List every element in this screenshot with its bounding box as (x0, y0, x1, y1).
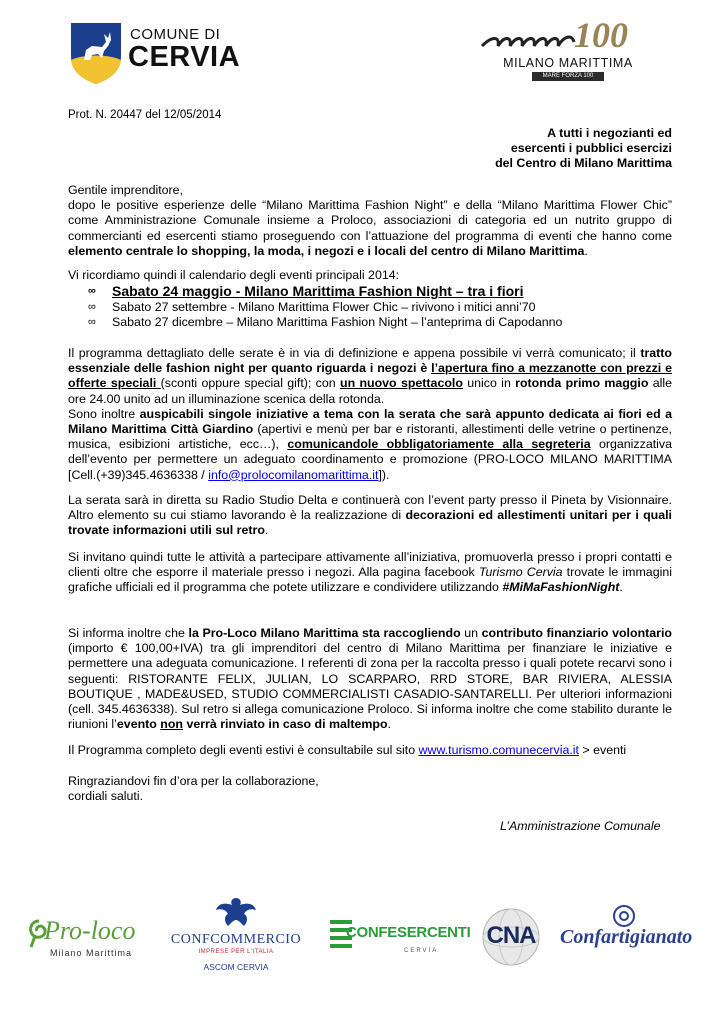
radio-text: . (264, 523, 269, 538)
full-program-line (68, 743, 672, 758)
addressee-block (68, 126, 672, 172)
full-program-text: Il Programma completo degli eventi estivi è consultabile sul sito (68, 743, 419, 757)
website-link[interactable]: www.turismo.comunecervia.it (418, 743, 579, 757)
comune-line1: COMUNE DI (130, 26, 221, 43)
protocol-number: Prot. N. 20447 del 12/05/2014 (68, 109, 222, 121)
eagle-icon (214, 894, 258, 928)
program-bold-underlined: un nuovo spettacolo (340, 376, 463, 391)
event-label: Sabato 24 maggio - Milano Marittima Fashion Night – tra i fiori (112, 283, 524, 300)
proloco-sub: Milano Marittima (50, 948, 133, 958)
proloco-text: (importo € 100,00+IVA) tra gli imprenditori del centro di Milano Marittima per finanziare le iniziative e permettere una adeguata comunicazione. I referenti di zona per la raccolta presso i quali potete recarvi sono i seguenti: RISTORANTE FELIX, JULIAN, LO SCARPARO, RRD STORE, BAR RIVIERA, ALESSIA BOUTIQUE , MADE&USED, STUDIO COMMERCIALISTI CASADIO-SANTARELLI. Per ulteriori informazioni (cell. 345.4636338). Sul retro si allega comunicazione Proloco. Si informa inoltre che come stabilito durante le riunioni l’ (68, 641, 672, 732)
cna-logo (482, 908, 540, 966)
proloco-logo (26, 916, 152, 962)
confesercenti-name: CONFESERCENTI (346, 924, 471, 941)
cna-name: CNA (486, 922, 536, 949)
initiatives-text: organizzativa dell’evento per permettere un adeguato coordinamento e promozione (PRO-LOCO MILANO MARITTIMA [Cell.(+39)345.4636338 / (68, 437, 672, 482)
proloco-bold-underlined: non (160, 717, 184, 732)
invite-text: . (619, 580, 623, 595)
mm-line2: MARE FORZA 100 (532, 72, 604, 81)
program-text: Il programma dettagliato delle serate è in via di definizione e appena possibile vi verrà comunicato; il (68, 346, 641, 360)
initiatives-text: (apertivi e menù per bar e ristoranti, allestimenti delle vetrine o pertinenze, musica, esibizioni artistiche, ecc…), (68, 422, 672, 452)
intro-paragraph (68, 183, 672, 259)
program-text: unico in (462, 376, 516, 391)
proloco-bold: la Pro-Loco Milano Marittima sta raccogliendo (188, 626, 461, 640)
invite-text: trovate le immagini grafiche ufficiali ed il programma che potete utilizzare e condividere utilizzando (68, 565, 672, 595)
bullet-icon: ∞ (88, 316, 96, 329)
intro-text: dopo le positive esperienze delle “Milano Marittima Fashion Night” e della “Milano Marittima Flower Chic” come Amministrazione Comunale insieme a Proloco, associazioni di categoria ed un nutrito gruppo di commercianti ed esercenti stiamo proseguendo con l’attuazione del programma di eventi che hanno come (68, 198, 672, 243)
radio-bold: decorazioni ed allestimenti unitari per i quali trovate informazioni utili sul retro (68, 508, 673, 538)
program-paragraph (68, 346, 672, 483)
calendar-intro: Vi ricordiamo quindi il calendario degli eventi principali 2014: (68, 268, 400, 282)
program-bold: rotonda primo maggio (515, 376, 649, 391)
event-item (68, 300, 672, 315)
confcommercio-sub: IMPRESE PER L'ITALIA (198, 949, 274, 955)
proloco-bold: contributo finanziario volontario (481, 626, 672, 640)
proloco-main: Pro-loco (44, 916, 136, 945)
intro-end: . (584, 243, 588, 258)
proloco-bold: verrà rinviato in caso di maltempo (183, 717, 388, 732)
event-label: Sabato 27 dicembre – Milano Marittima Fashion Night – l’anteprima di Capodanno (112, 315, 563, 330)
event-list (68, 283, 672, 330)
radio-paragraph (68, 493, 672, 539)
intro-bold: elemento centrale lo shopping, la moda, i negozi e i locali del centro di Milano Marittima (68, 243, 585, 258)
milano-marittima-100-logo (478, 15, 658, 84)
mm-line1: MILANO MARITTIMA (503, 56, 633, 70)
radio-text: La serata sarà in diretta su Radio Studio Delta e continuerà con l’event party presso il Pineta by Visionnaire. Altro elemento su cui stiamo lavorando è la realizzazione di (68, 493, 672, 523)
comune-cervia-logo (68, 18, 241, 90)
bullet-icon: ∞ (88, 301, 96, 314)
hashtag: #MiMaFashionNight (502, 580, 620, 595)
program-text: alle ore 24.00 unito ad un illuminazione scenica della rotonda. (68, 376, 673, 406)
proloco-text: un (460, 626, 482, 640)
proloco-bold: evento (116, 717, 161, 732)
full-program-text: > eventi (578, 743, 627, 757)
initiatives-text: ]). (378, 467, 390, 482)
mm-scribble-icon (478, 22, 658, 56)
confesercenti-logo (328, 916, 471, 964)
confesercenti-sub: CERVIA (404, 948, 439, 954)
addressee-line: esercenti i pubblici esercizi (510, 141, 672, 156)
initiatives-bold-underlined: comunicandole obbligatoriamente alla segreteria (287, 437, 591, 452)
event-label: Sabato 27 settembre - Milano Marittima Flower Chic – rivivono i mitici anni’70 (112, 300, 536, 315)
invite-italic: Turismo Cervia (478, 565, 563, 580)
invite-text: Si invitano quindi tutte le attività a partecipare attivamente all’iniziativa, promuoverla presso i propri contatti e clienti oltre che esporre il materiale presso i negozi. Alla pagina facebook (68, 550, 672, 580)
confartigianato-logo (558, 904, 692, 960)
confartigianato-name: Confartigianato (560, 926, 693, 948)
proloco-text: . (387, 717, 391, 732)
cervia-shield-icon (68, 20, 124, 86)
event-item (68, 315, 672, 330)
greeting: Gentile imprenditore, (68, 183, 184, 197)
confartigianato-at-icon (612, 904, 636, 928)
closing-block (68, 774, 672, 804)
email-link[interactable]: info@prolocomilanomarittima.it (208, 467, 379, 482)
addressee-line: del Centro di Milano Marittima (495, 156, 672, 171)
initiatives-bold: auspicabili singole iniziative a tema con la serata che sarà appunto dedicata ai fiori ed a Milano Marittima Città Giardino (68, 406, 672, 437)
invite-paragraph (68, 550, 672, 596)
calendar-section (68, 268, 672, 331)
confcommercio-name: CONFCOMMERCIO (170, 932, 302, 947)
program-bold-underlined: l’apertura fino a mezzanotte con prezzi e offerte speciali (68, 361, 672, 391)
program-text: (sconti oppure special gift); con (160, 376, 340, 391)
confcommercio-logo (166, 894, 306, 976)
proloco-text: Si informa inoltre che (68, 626, 189, 640)
addressee-line: A tutti i negozianti ed (547, 126, 672, 140)
event-item (68, 283, 672, 300)
program-bold: tratto essenziale delle fashion night per quanto riguarda i negozi è (68, 346, 672, 376)
ascom-label: ASCOM CERVIA (203, 962, 269, 972)
proloco-paragraph (68, 626, 672, 732)
bullet-icon: ∞ (88, 285, 96, 298)
comune-line2: CERVIA (128, 41, 241, 73)
closing-line: cordiali saluti. (68, 789, 144, 804)
mm-number: 100 (574, 15, 628, 55)
initiatives-text: Sono inoltre (68, 406, 140, 421)
signature: L’Amministrazione Comunale (500, 819, 661, 833)
closing-line: Ringraziandovi fin d’ora per la collaborazione, (68, 774, 319, 788)
